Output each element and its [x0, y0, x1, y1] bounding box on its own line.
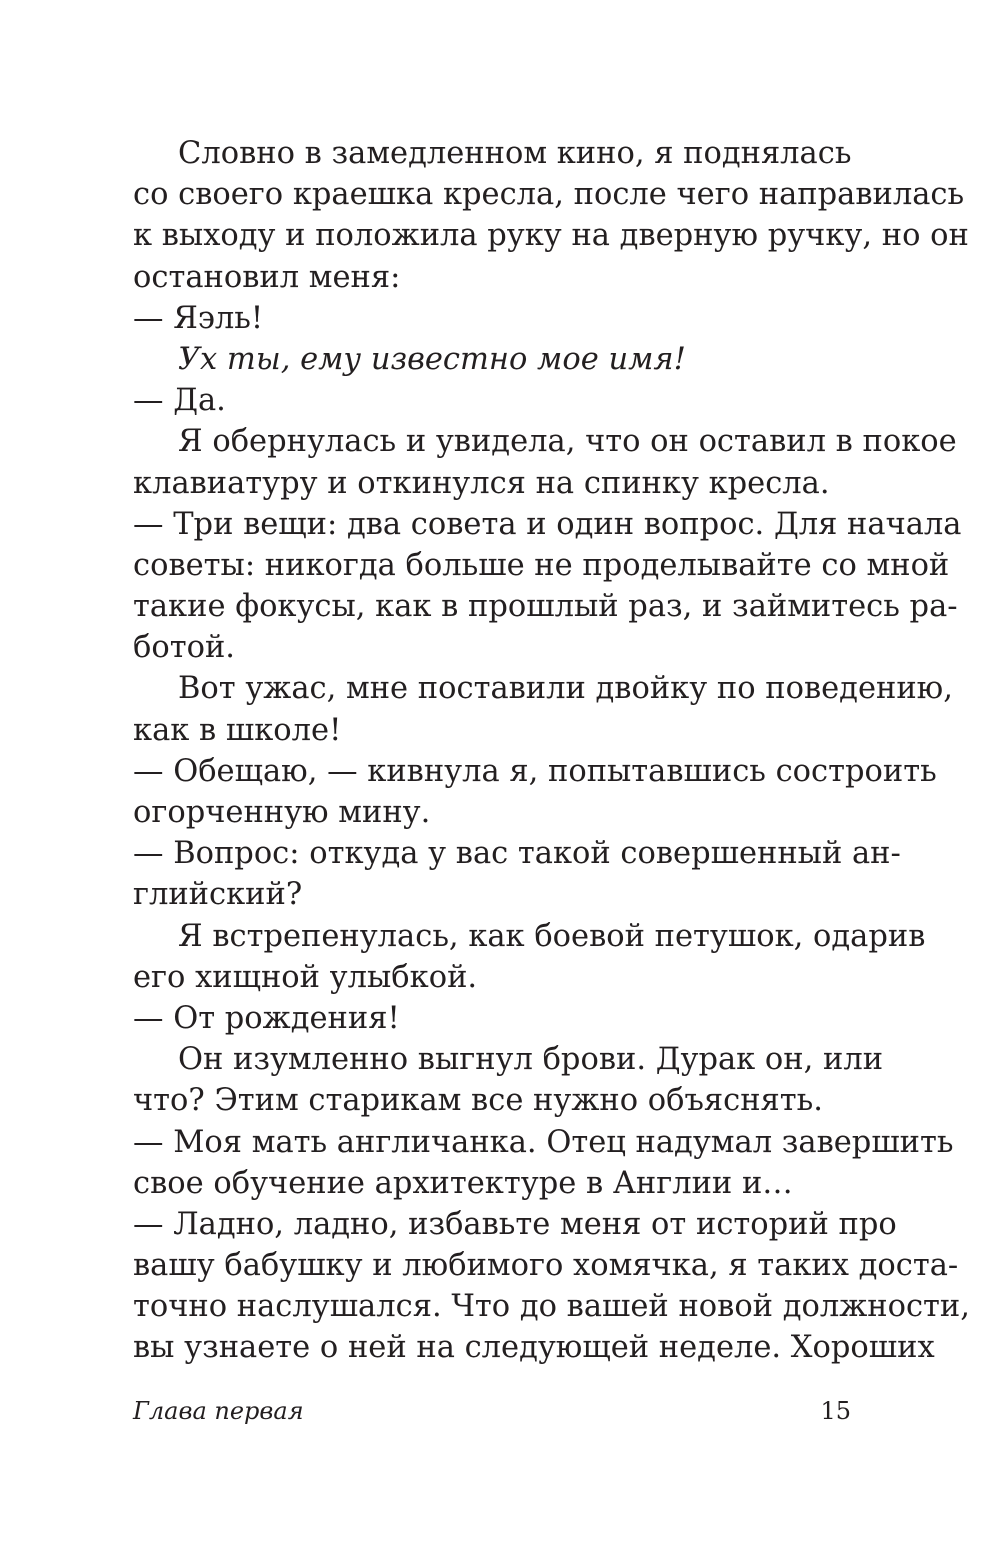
text-line: вы узнаете о ней на следующей неделе. Хороших [133, 1330, 935, 1366]
text-line: точно наслушался. Что до вашей новой должности, [133, 1289, 970, 1325]
text-line: клавиатуру и откинулся на спинку кресла. [133, 465, 830, 501]
text-line: — Обещаю, — кивнула я, попытавшись состроить [133, 753, 937, 789]
text-line: ботой. [133, 630, 235, 666]
text-line: глийский? [133, 877, 303, 913]
text-line: как в школе! [133, 712, 342, 748]
text-line: — Вопрос: откуда у вас такой совершенный ан- [133, 836, 901, 872]
page-number: 15 [820, 1397, 851, 1425]
text-line: его хищной улыбкой. [133, 959, 478, 995]
text-line: вашу бабушку и любимого хомячка, я таких доста- [133, 1248, 959, 1284]
text-line: свое обучение архитектуре в Англии и… [133, 1165, 793, 1201]
text-line: — Ладно, ладно, избавьте меня от историй про [133, 1206, 897, 1242]
text-line: советы: никогда больше не проделывайте со мной [133, 547, 950, 583]
text-line: Словно в замедленном кино, я поднялась [178, 136, 852, 171]
text-line: что? Этим старикам все нужно объяснять. [133, 1083, 823, 1119]
text-line: — Яэль! [133, 300, 264, 336]
text-line: огорченную мину. [133, 795, 431, 830]
text-line: Он изумленно выгнул брови. Дурак он, или [178, 1042, 884, 1078]
text-line: Вот ужас, мне поставили двойку по поведению, [178, 671, 953, 707]
text-line: к выходу и положила руку на дверную ручку, но он [133, 218, 969, 254]
text-line: Я встрепенулась, как боевой петушок, одарив [178, 918, 926, 954]
text-line: — От рождения! [133, 1000, 400, 1036]
text-line: — Моя мать англичанка. Отец надумал завершить [133, 1124, 954, 1160]
text-line: такие фокусы, как в прошлый раз, и займитесь ра- [133, 589, 958, 625]
text-line: — Да. [133, 383, 226, 419]
text-line: Ух ты, ему известно мое имя! [178, 341, 686, 377]
chapter-title: Глава первая [133, 1397, 304, 1425]
page-body [133, 133, 970, 1369]
text-line: Я обернулась и увидела, что он оставил в покое [178, 424, 957, 460]
text-line: — Три вещи: два совета и один вопрос. Для начала [133, 506, 962, 542]
text-line: со своего краешка кресла, после чего направилась [133, 177, 965, 213]
text-line: остановил меня: [133, 259, 401, 295]
